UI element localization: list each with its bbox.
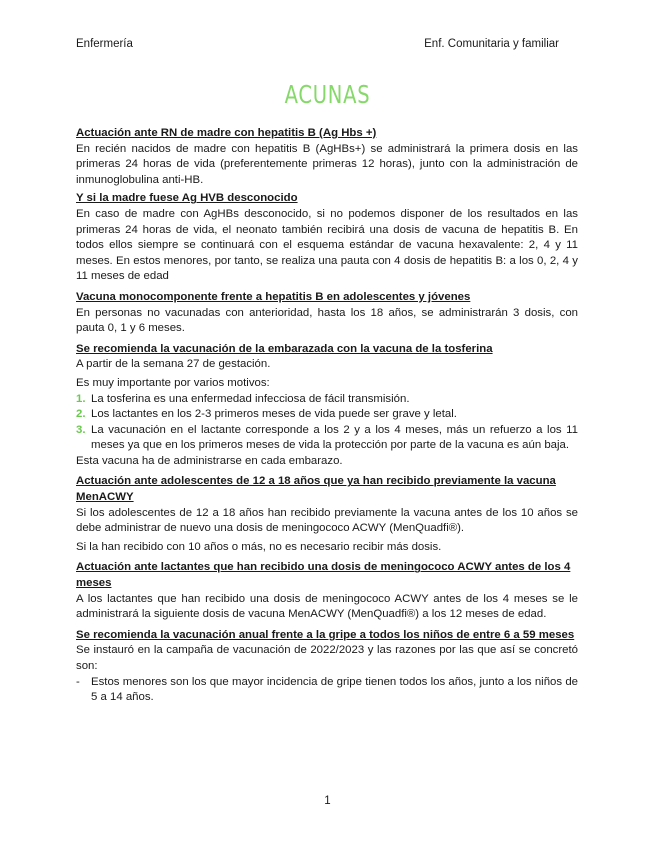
section-heading-hepb-adolescents: Vacuna monocomponente frente a hepatitis B en adolescentes y jóvenes	[76, 290, 471, 303]
list-dash: -	[76, 675, 80, 688]
section-intro-pertussis: A partir de la semana 27 de gestación.	[76, 358, 271, 371]
section-closing-pertussis: Esta vacuna ha de administrarse en cada embarazo.	[76, 454, 343, 467]
list-number: 3.	[76, 423, 86, 436]
section-heading-hepb-unknown: Y si la madre fuese Ag HVB desconocido	[76, 192, 298, 205]
section-body2-menacwy-adolescents: Si la han recibido con 10 años o más, no es necesario recibir más dosis.	[76, 540, 442, 553]
list-item	[76, 407, 578, 423]
list-number: 2.	[76, 408, 86, 421]
page-number: 1	[324, 795, 331, 807]
section-body-menacwy-adolescents: Si los adolescentes de 12 a 18 años han recibido previamente la vacuna antes de los 10 años se debe administrar de nuevo una dosis de meningococo ACWY (MenQuadfi®).	[76, 506, 578, 535]
document-body	[76, 126, 578, 706]
header-left: Enfermería	[76, 38, 133, 50]
list-item-text: Los lactantes en los 2-3 primeros meses de vida puede ser grave y letal.	[91, 408, 457, 421]
section-body-hepb-adolescents: En personas no vacunadas con anterioridad, hasta los 18 años, se administrarán 3 dosis, con pauta 0, 1 y 6 meses.	[76, 306, 578, 335]
list-item-text: La vacunación en el lactante corresponde a los 2 y a los 4 meses, más un refuerzo a los 11 meses ya que en los primeros meses de vida la protección por parte de la vacuna es aún baja.	[91, 423, 578, 452]
header-right: Enf. Comunitaria y familiar	[424, 38, 559, 50]
section-heading-hepb-rn: Actuación ante RN de madre con hepatitis B (Ag Hbs +)	[76, 127, 377, 139]
pertussis-reasons-list	[76, 392, 578, 454]
list-number: 1.	[76, 392, 86, 405]
page-title: ACUNAS	[284, 80, 371, 109]
section-heading-menacwy-adolescents: Actuación ante adolescentes de 12 a 18 años que ya han recibido previamente la vacuna MenACWY	[76, 475, 556, 504]
list-item-text: Estos menores son los que mayor incidencia de gripe tienen todos los años, junto a los niños de 5 a 14 años.	[91, 675, 578, 704]
section-heading-menacwy-infants: Actuación ante lactantes que han recibido una dosis de meningococo ACWY antes de los 4 meses	[76, 561, 571, 590]
list-item	[76, 675, 578, 706]
section-body-hepb-rn: En recién nacidos de madre con hepatitis B (AgHBs+) se administrará la primera dosis en las primeras 24 horas de vida (preferentemente primeras 12 horas), junto con la administración de inmunoglobulina anti-HB.	[76, 142, 578, 186]
list-item	[76, 392, 578, 408]
section-lead-pertussis: Es muy importante por varios motivos:	[76, 376, 270, 389]
flu-reasons-list	[76, 675, 578, 706]
section-heading-flu: Se recomienda la vacunación anual frente a la gripe a todos los niños de entre 6 a 59 meses	[76, 628, 575, 641]
section-body-flu: Se instauró en la campaña de vacunación de 2022/2023 y las razones por las que así se concretó son:	[76, 644, 578, 672]
list-item	[76, 423, 578, 454]
list-item-text: La tosferina es una enfermedad infecciosa de fácil transmisión.	[91, 392, 410, 405]
section-body-menacwy-infants: A los lactantes que han recibido una dosis de meningococo ACWY antes de los 4 meses se le administrará la siguiente dosis de vacuna MenACWY (MenQuadfi®) a los 12 meses de edad.	[76, 592, 578, 621]
section-heading-pertussis: Se recomienda la vacunación de la embarazada con la vacuna de la tosferina	[76, 342, 493, 355]
section-body-hepb-unknown: En caso de madre con AgHBs desconocido, si no podemos disponer de los resultados en las primeras 24 horas de vida, el neonato también recibirá una dosis de vacuna de hepatitis B. En todos ellos siempre se continuará con el esquema estándar de vacuna hexavalente: 2, 4 y 11 meses. En estos menores, por tanto, se realiza una pauta con 4 dosis de hepatitis B: a los 0, 2, 4 y 11 meses de edad	[76, 207, 578, 283]
